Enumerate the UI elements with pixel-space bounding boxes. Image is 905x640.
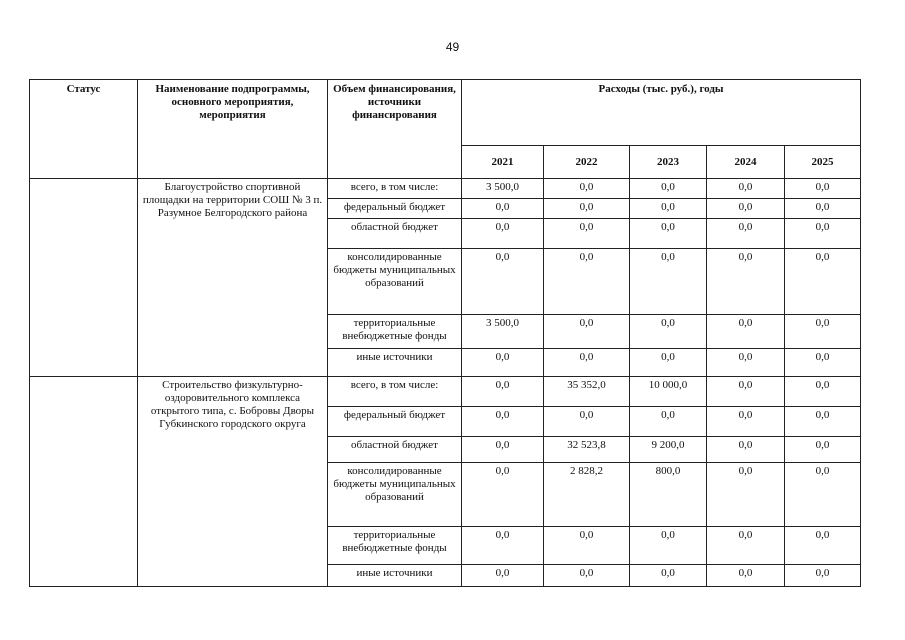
amount-cell: 0,0 — [785, 199, 861, 219]
amount-cell: 0,0 — [707, 437, 785, 463]
amount-cell: 0,0 — [707, 377, 785, 407]
amount-cell: 0,0 — [785, 437, 861, 463]
amount-cell: 0,0 — [544, 527, 630, 565]
amount-cell: 3 500,0 — [462, 315, 544, 349]
amount-cell: 0,0 — [462, 377, 544, 407]
funding-source-cell: территориальные внебюджетные фонды — [328, 315, 462, 349]
page-number: 49 — [445, 40, 460, 54]
amount-cell: 0,0 — [707, 315, 785, 349]
amount-cell: 0,0 — [462, 437, 544, 463]
amount-cell: 0,0 — [544, 407, 630, 437]
amount-cell: 0,0 — [462, 199, 544, 219]
amount-cell: 800,0 — [630, 463, 707, 527]
amount-cell: 0,0 — [707, 179, 785, 199]
amount-cell: 0,0 — [785, 407, 861, 437]
amount-cell: 9 200,0 — [630, 437, 707, 463]
amount-cell: 0,0 — [630, 249, 707, 315]
amount-cell: 0,0 — [544, 315, 630, 349]
funding-source-cell: иные источники — [328, 349, 462, 377]
header-year: 2025 — [785, 146, 861, 179]
amount-cell: 0,0 — [630, 179, 707, 199]
amount-cell: 0,0 — [462, 565, 544, 587]
amount-cell: 0,0 — [785, 377, 861, 407]
amount-cell: 2 828,2 — [544, 463, 630, 527]
header-expenses: Расходы (тыс. руб.), годы — [462, 80, 861, 146]
amount-cell: 0,0 — [544, 565, 630, 587]
funding-source-cell: областной бюджет — [328, 219, 462, 249]
amount-cell: 0,0 — [785, 527, 861, 565]
amount-cell: 0,0 — [544, 219, 630, 249]
amount-cell: 0,0 — [544, 349, 630, 377]
status-cell — [30, 377, 138, 587]
measure-name-cell: Благоустройство спортивной площадки на территории СОШ № 3 п. Разумное Белгородского района — [138, 179, 328, 377]
funding-source-cell: консолидированные бюджеты муниципальных образований — [328, 249, 462, 315]
amount-cell: 0,0 — [462, 219, 544, 249]
funding-source-cell: консолидированные бюджеты муниципальных образований — [328, 463, 462, 527]
amount-cell: 0,0 — [462, 463, 544, 527]
header-name: Наименование подпрограммы, основного мероприятия, мероприятия — [138, 80, 328, 179]
amount-cell: 0,0 — [785, 315, 861, 349]
amount-cell: 0,0 — [707, 349, 785, 377]
header-volume: Объем финансирования, источники финансирования — [328, 80, 462, 179]
amount-cell: 0,0 — [462, 407, 544, 437]
amount-cell: 0,0 — [785, 463, 861, 527]
amount-cell: 0,0 — [462, 349, 544, 377]
funding-source-cell: областной бюджет — [328, 437, 462, 463]
amount-cell: 0,0 — [462, 249, 544, 315]
amount-cell: 10 000,0 — [630, 377, 707, 407]
amount-cell: 0,0 — [630, 407, 707, 437]
amount-cell: 0,0 — [630, 349, 707, 377]
funding-source-cell: территориальные внебюджетные фонды — [328, 527, 462, 565]
table-body — [30, 179, 861, 587]
header-year: 2023 — [630, 146, 707, 179]
amount-cell: 0,0 — [785, 349, 861, 377]
funding-source-cell: всего, в том числе: — [328, 377, 462, 407]
funding-source-cell: федеральный бюджет — [328, 407, 462, 437]
amount-cell: 0,0 — [707, 463, 785, 527]
header-year: 2021 — [462, 146, 544, 179]
financing-table — [29, 79, 861, 587]
amount-cell: 0,0 — [544, 249, 630, 315]
header-status: Статус — [30, 80, 138, 179]
header-year: 2022 — [544, 146, 630, 179]
amount-cell: 0,0 — [630, 199, 707, 219]
measure-name-cell: Строительство физкультурно-оздоровительного комплекса открытого типа, с. Бобровы Дворы Губкинского городского округа — [138, 377, 328, 587]
funding-source-cell: иные источники — [328, 565, 462, 587]
amount-cell: 0,0 — [707, 407, 785, 437]
amount-cell: 0,0 — [707, 565, 785, 587]
amount-cell: 0,0 — [630, 219, 707, 249]
amount-cell: 0,0 — [785, 565, 861, 587]
amount-cell: 0,0 — [785, 179, 861, 199]
amount-cell: 0,0 — [707, 249, 785, 315]
amount-cell: 0,0 — [707, 219, 785, 249]
funding-source-cell: федеральный бюджет — [328, 199, 462, 219]
amount-cell: 0,0 — [630, 315, 707, 349]
table-row — [30, 377, 861, 407]
amount-cell: 0,0 — [462, 527, 544, 565]
table-row — [30, 179, 861, 199]
amount-cell: 0,0 — [707, 527, 785, 565]
funding-source-cell: всего, в том числе: — [328, 179, 462, 199]
amount-cell: 0,0 — [707, 199, 785, 219]
amount-cell: 3 500,0 — [462, 179, 544, 199]
amount-cell: 0,0 — [785, 219, 861, 249]
amount-cell: 35 352,0 — [544, 377, 630, 407]
amount-cell: 0,0 — [630, 565, 707, 587]
amount-cell: 0,0 — [544, 179, 630, 199]
header-year: 2024 — [707, 146, 785, 179]
amount-cell: 0,0 — [544, 199, 630, 219]
amount-cell: 32 523,8 — [544, 437, 630, 463]
status-cell — [30, 179, 138, 377]
amount-cell: 0,0 — [785, 249, 861, 315]
amount-cell: 0,0 — [630, 527, 707, 565]
